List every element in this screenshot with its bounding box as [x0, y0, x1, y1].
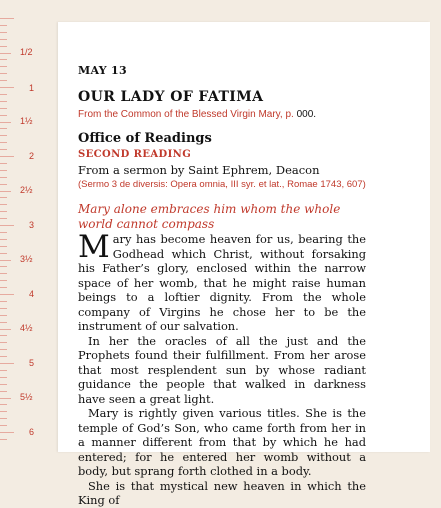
ruler-tick: [0, 177, 7, 178]
ruler-tick: [0, 294, 14, 295]
ruler-tick: [0, 439, 7, 440]
drop-cap: M: [78, 229, 110, 265]
ruler-tick: [0, 425, 7, 426]
ruler-tick: [0, 25, 7, 26]
ruler-tick: [0, 197, 7, 198]
ruler-tick: [0, 432, 14, 433]
ruler-tick: [0, 170, 7, 171]
ruler-tick: [0, 87, 14, 88]
book-page: [58, 22, 430, 507]
reading-body: [78, 229, 366, 508]
ruler-tick: [0, 398, 11, 399]
ruler-tick: [0, 260, 11, 261]
ruler-tick: [0, 135, 7, 136]
ruler-tick: [0, 329, 11, 330]
ruler-tick: [0, 94, 7, 95]
ruler-tick: [0, 108, 7, 109]
ruler-tick: [0, 384, 7, 385]
ruler-tick: [0, 273, 7, 274]
ruler-tick: [0, 335, 7, 336]
ruler-tick: [0, 377, 7, 378]
ruler-tick: [0, 391, 7, 392]
common-page-number: 000.: [296, 109, 317, 120]
ruler-tick: [0, 418, 7, 419]
ruler-tick: [0, 225, 14, 226]
common-reference-text: From the Common of the Blessed Virgin Mary, p.: [78, 109, 294, 120]
ruler-tick: [0, 404, 7, 405]
ruler-tick: [0, 142, 7, 143]
ruler-label: 2½: [20, 185, 33, 195]
paragraph: [78, 229, 366, 334]
ruler-label: 1: [29, 83, 35, 93]
ruler-tick: [0, 356, 7, 357]
ruler-tick: [0, 218, 7, 219]
ruler-tick: [0, 308, 7, 309]
ruler-tick: [0, 239, 7, 240]
ruler-tick: [0, 18, 14, 19]
ruler-tick: [0, 280, 7, 281]
ruler-tick: [0, 115, 7, 116]
ruler-tick: [0, 363, 14, 364]
ruler-tick: [0, 204, 7, 205]
office-title: Office of Readings: [78, 131, 212, 146]
ruler-label: 4½: [20, 323, 33, 333]
ruler-tick: [0, 253, 7, 254]
ruler-tick: [0, 32, 7, 33]
reading-source-citation: (Sermo 3 de diversis: Opera omnia, III syr. et lat., Romae 1743, 607): [78, 179, 366, 190]
ruler-tick: [0, 232, 7, 233]
ruler-label: 3: [29, 220, 35, 230]
ruler-tick: [0, 122, 11, 123]
ruler-tick: [0, 149, 7, 150]
ruler-tick: [0, 349, 7, 350]
ruler-tick: [0, 80, 7, 81]
ruler-tick: [0, 59, 7, 60]
ruler-tick: [0, 191, 11, 192]
ruler-tick: [0, 53, 11, 54]
inch-ruler: [0, 0, 58, 441]
ruler-tick: [0, 46, 7, 47]
ruler-label: 3½: [20, 254, 33, 264]
ruler-tick: [0, 156, 14, 157]
ruler-tick: [0, 66, 7, 67]
common-reference: [78, 109, 316, 120]
paragraph: In her the oracles of all the just and the Prophets found their fulfillment. From her arose that most resplendent sun by whose radiant guidance the people that walked in darkness have seen a great light.: [78, 333, 366, 406]
ruler-tick: [0, 39, 7, 40]
ruler-tick: [0, 322, 7, 323]
ruler-tick: [0, 411, 7, 412]
paragraph-text: ary has become heaven for us, bearing the Godhead which Christ, without forsaking his Father’s glory, enclosed within the narrow space of her womb, that he might raise human beings to a loftier dignity. From the whole company of Virgins he chose her to be the instrument of our salvation.: [78, 232, 366, 333]
reading-label: SECOND READING: [78, 149, 192, 160]
ruler-tick: [0, 287, 7, 288]
ruler-tick: [0, 266, 7, 267]
paragraph: She is that mystical new heaven in which the King of: [78, 478, 366, 507]
ruler-label: 6: [29, 427, 35, 437]
ruler-tick: [0, 301, 7, 302]
ruler-tick: [0, 342, 7, 343]
ruler-tick: [0, 211, 7, 212]
ruler-label: 1½: [20, 116, 33, 126]
paragraph: Mary is rightly given various titles. She is the temple of God’s Son, who came forth from her in a manner different from that by which he had entered; for he entered her womb without a body, but sprang forth clothed in a body.: [78, 406, 366, 478]
reading-heading: Mary alone embraces him whom the whole world cannot compass: [78, 202, 341, 231]
ruler-tick: [0, 370, 7, 371]
ruler-tick: [0, 73, 7, 74]
ruler-tick: [0, 128, 7, 129]
ruler-tick: [0, 246, 7, 247]
ruler-tick: [0, 101, 7, 102]
ruler-tick: [0, 184, 7, 185]
ruler-label: 2: [29, 151, 35, 161]
ruler-tick: [0, 163, 7, 164]
date-heading: MAY 13: [78, 64, 127, 77]
ruler-label: 5½: [20, 392, 33, 402]
feast-title: OUR LADY OF FATIMA: [78, 89, 264, 105]
reading-author-line: From a sermon by Saint Ephrem, Deacon: [78, 163, 320, 177]
ruler-tick: [0, 315, 7, 316]
ruler-label: 5: [29, 358, 35, 368]
ruler-label: 1/2: [20, 47, 33, 57]
ruler-label: 4: [29, 289, 35, 299]
